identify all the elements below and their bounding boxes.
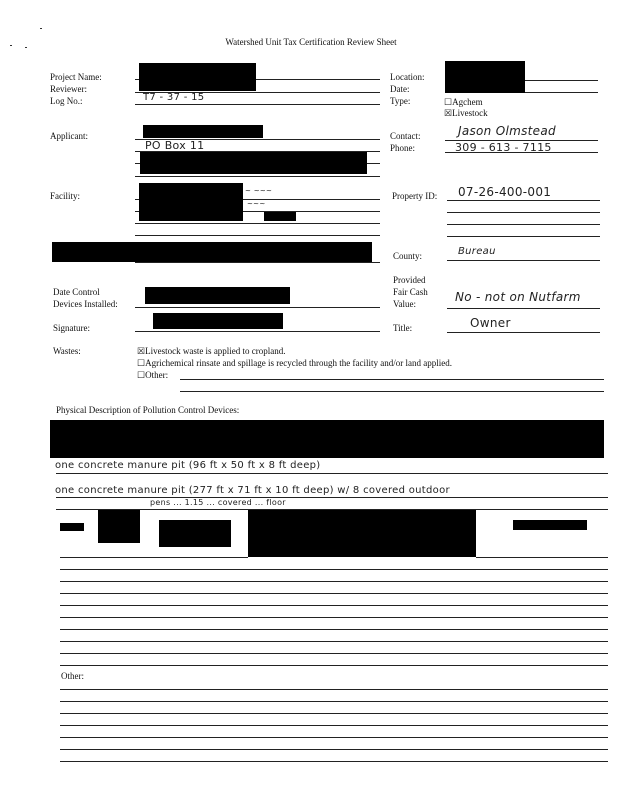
devices-installed-label: Devices Installed:: [53, 299, 118, 309]
log-no-line: [135, 104, 380, 105]
other-line: [60, 749, 608, 750]
log-no-handwritten: T7 - 37 - 15: [143, 92, 205, 103]
description-line: [60, 653, 608, 654]
description-line: [60, 665, 608, 666]
fair-cash-handwritten: No - not on Nutfarm: [455, 290, 581, 304]
redaction-signature: [153, 313, 283, 329]
description-line: [60, 605, 608, 606]
applicant-address-handwritten: PO Box 11: [145, 139, 205, 152]
project-name-label: Project Name:: [50, 72, 102, 82]
agchem-checkbox: ☐: [444, 97, 453, 107]
wastes-other-checkbox: ☐: [137, 370, 146, 380]
property-id-line-1: [447, 200, 600, 201]
other-line: [60, 713, 608, 714]
redaction-description: [159, 520, 231, 547]
scan-speck: [25, 47, 27, 48]
redaction-description: [98, 510, 140, 543]
date-control-label: Date Control: [53, 287, 100, 297]
livestock-option-label: Livestock: [452, 108, 488, 118]
description-line: [60, 617, 608, 618]
other-line: [60, 737, 608, 738]
fair-cash-line: [447, 308, 600, 309]
property-id-line-2: [447, 212, 600, 213]
redaction-physical-description: [50, 420, 604, 458]
description-line: [60, 629, 608, 630]
facility-scribble: ~~~: [247, 200, 266, 208]
date-control-line: [135, 307, 380, 308]
description-line: [60, 593, 608, 594]
facility-line-4: [135, 235, 380, 236]
redaction-location: [445, 61, 525, 93]
other-line: [60, 725, 608, 726]
location-label: Location:: [390, 72, 425, 82]
wastes-livestock-option: [137, 346, 286, 356]
property-id-label: Property ID:: [392, 191, 438, 201]
device-line-2-handwritten: one concrete manure pit (277 ft x 71 ft x 10 ft deep) w/ 8 covered outdoor: [55, 485, 450, 496]
title-field-label: Title:: [393, 323, 413, 333]
wastes-agchem-option: [137, 358, 452, 368]
property-id-line-4: [447, 236, 600, 237]
contact-handwritten: Jason Olmstead: [458, 124, 556, 138]
redaction-applicant-address: [140, 152, 367, 174]
other-label: Other:: [61, 671, 84, 681]
description-line: [56, 497, 608, 498]
description-line: [60, 557, 248, 558]
value-label: Value:: [393, 299, 416, 309]
physical-description-heading: Physical Description of Pollution Control Devices:: [56, 405, 240, 415]
facility-label: Facility:: [50, 191, 80, 201]
redaction-description: [60, 523, 84, 531]
property-id-handwritten: 07-26-400-001: [458, 185, 552, 199]
provided-label: Provided: [393, 275, 426, 285]
device-line-1-handwritten: one concrete manure pit (96 ft x 50 ft x 8 ft deep): [55, 460, 321, 471]
wastes-other-option: [137, 370, 168, 380]
redaction-description: [248, 510, 476, 557]
signature-line: [135, 331, 380, 332]
log-no-label: Log No.:: [50, 96, 83, 106]
wastes-livestock-text: Livestock waste is applied to cropland.: [145, 346, 286, 356]
redaction-date-control: [145, 287, 290, 304]
type-agchem-option: [444, 97, 483, 107]
contact-label: Contact:: [390, 131, 421, 141]
scan-speck: [40, 28, 42, 29]
description-line: [56, 473, 608, 474]
county-line: [447, 260, 600, 261]
wastes-other-text: Other:: [145, 370, 169, 380]
facility-line-3: [135, 223, 380, 224]
fair-cash-label: Fair Cash: [393, 287, 428, 297]
property-id-line-3: [447, 224, 600, 225]
redaction-facility-wide: [52, 242, 372, 262]
facility-scribble: ~ ~~~: [245, 187, 273, 195]
title-handwritten: Owner: [470, 316, 511, 330]
title-line: [447, 332, 600, 333]
wastes-other-line-2: [180, 391, 604, 392]
redaction-applicant-name: [143, 125, 263, 138]
livestock-checkbox: ☒: [444, 108, 453, 118]
applicant-label: Applicant:: [50, 131, 88, 141]
redaction-facility: [139, 183, 243, 221]
facility-line-5: [135, 262, 380, 263]
redaction-project-name: [139, 63, 256, 91]
type-livestock-option: [444, 108, 488, 118]
reviewer-label: Reviewer:: [50, 84, 87, 94]
other-line: [60, 701, 608, 702]
wastes-agchem-text: Agrichemical rinsate and spillage is recycled through the facility and/or land applied.: [145, 358, 452, 368]
applicant-line-4: [135, 176, 380, 177]
other-line: [60, 761, 608, 762]
type-label: Type:: [390, 96, 411, 106]
signature-label: Signature:: [53, 323, 90, 333]
date-label: Date:: [390, 84, 410, 94]
county-label: County:: [393, 251, 423, 261]
other-line: [60, 689, 608, 690]
redaction-facility-small: [264, 212, 296, 221]
description-line: [60, 581, 608, 582]
wastes-other-line-1: [180, 379, 604, 380]
phone-handwritten: 309 - 613 - 7115: [455, 141, 552, 154]
description-line: [476, 557, 608, 558]
redaction-description: [513, 520, 587, 530]
description-line: [60, 569, 608, 570]
wastes-livestock-checkbox: ☒: [137, 346, 146, 356]
agchem-option-label: Agchem: [452, 97, 483, 107]
description-line: [60, 641, 608, 642]
device-line-3-handwritten: pens ... 1.15 ... covered ... floor: [150, 498, 286, 507]
phone-label: Phone:: [390, 143, 416, 153]
page-title: Watershed Unit Tax Certification Review Sheet: [225, 37, 397, 47]
county-handwritten: Bureau: [458, 246, 496, 257]
wastes-label: Wastes:: [53, 346, 81, 356]
wastes-agchem-checkbox: ☐: [137, 358, 146, 368]
